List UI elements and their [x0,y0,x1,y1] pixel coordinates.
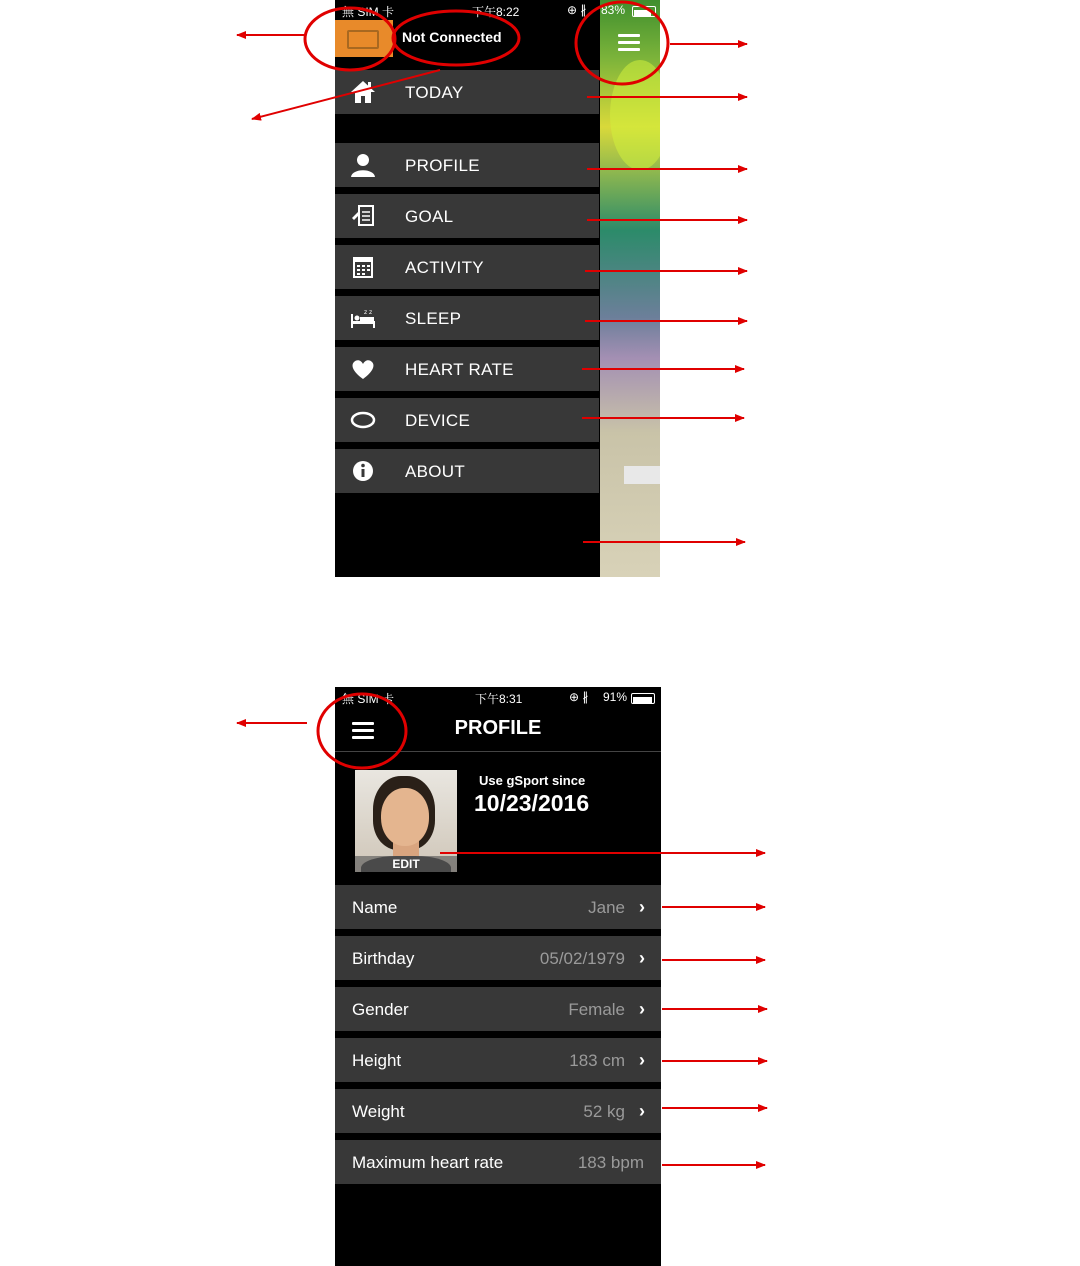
row-label: Height [352,1051,402,1070]
row-label: Birthday [352,949,415,968]
menu-item-label: DEVICE [405,411,471,430]
annotation-circle [393,11,519,65]
annotation-circle [305,8,395,70]
clock-label: 下午8:31 [475,692,523,706]
menu-item-label: ABOUT [405,462,466,481]
chevron-right-icon: › [639,1101,645,1121]
menu-item-label: HEART RATE [405,360,514,379]
battery-percent: 83% [601,3,626,17]
annotation-circle [576,2,668,84]
row-value: Jane [588,898,625,917]
annotation-arrow [252,70,440,119]
chevron-right-icon: › [639,999,645,1019]
page-title-text: PROFILE [454,717,542,739]
annotation-circle [318,694,406,768]
menu-item-label: PROFILE [405,156,480,175]
row-value: 183 bpm [577,1153,644,1172]
menu-item-label: TODAY [405,83,464,102]
row-label: Weight [352,1102,405,1121]
menu-item-label: SLEEP [405,309,462,328]
status-icons: ⊕ ∦ [569,690,589,704]
carrier-label: 無 SIM 卡 [342,5,395,19]
row-label: Maximum heart rate [352,1153,504,1172]
row-value: Female [568,1000,625,1019]
status-icons: ⊕ ∦ [567,3,587,17]
menu-item-label: ACTIVITY [405,258,484,277]
row-value: 05/02/1979 [539,949,625,968]
member-since-label: Use gSport since [479,773,586,788]
carrier-label: 無 SIM 卡 [342,692,395,706]
menu-item-label: GOAL [405,207,454,226]
row-value: 52 kg [583,1102,625,1121]
battery-percent: 91% [603,690,628,704]
chevron-right-icon: › [639,897,645,917]
chevron-right-icon: › [639,948,645,968]
row-value: 183 cm [569,1051,625,1070]
clock-label: 下午8:22 [472,5,520,19]
row-label: Name [352,898,398,917]
edit-photo-button[interactable]: EDIT [355,856,457,872]
member-since-date: 10/23/2016 [474,790,590,816]
chevron-right-icon: › [639,1050,645,1070]
row-label: Gender [352,1000,409,1019]
connection-status: Not Connected [402,29,502,45]
svg-text:z z: z z [364,309,373,316]
